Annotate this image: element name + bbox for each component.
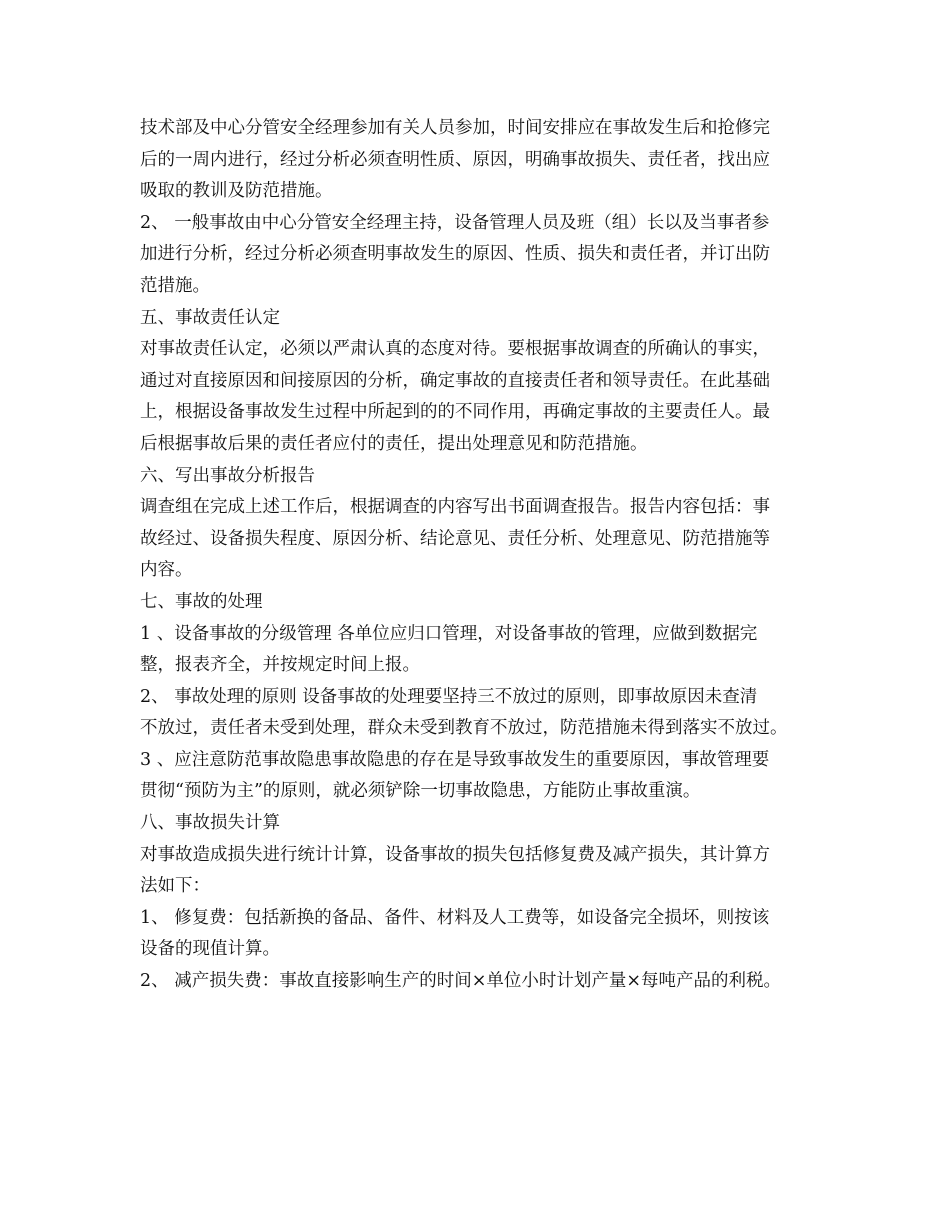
section-heading-8: 八、事故损失计算 (140, 813, 280, 834)
list-item-1: 1、 修复费：包括新换的备品、备件、材料及人工费等，如设备完全损坏，则按该 (140, 907, 770, 928)
text-line: 对事故造成损失进行统计计算，设备事故的损失包括修复费及减产损失，其计算方 (140, 844, 770, 865)
text-line: 贯彻“预防为主”的原则，就必须铲除一切事故隐患，方能防止事故重演。 (140, 781, 701, 802)
list-item-1: 1 、设备事故的分级管理 各单位应归口管理，对设备事故的管理，应做到数据完 (140, 623, 758, 644)
text-line: 加进行分析，经过分析必须查明事故发生的原因、性质、损失和责任者，并订出防 (140, 244, 770, 265)
section-heading-6: 六、写出事故分析报告 (140, 465, 315, 486)
text-line: 范措施。 (140, 275, 210, 296)
text-line: 吸取的教训及防范措施。 (140, 181, 333, 202)
list-item-3: 3 、应注意防范事故隐患事故隐患的存在是导致事故发生的重要原因，事故管理要 (140, 749, 770, 770)
list-item-2: 2、 一般事故由中心分管安全经理主持，设备管理人员及班（组）长以及当事者参 (140, 212, 770, 233)
text-line: 对事故责任认定，必须以严肃认真的态度对待。要根据事故调查的所确认的事实， (140, 339, 770, 360)
text-line: 设备的现值计算。 (140, 939, 280, 960)
text-line: 后根据事故后果的责任者应付的责任，提出处理意见和防范措施。 (140, 433, 648, 454)
list-item-2: 2、 事故处理的原则 设备事故的处理要坚持三不放过的原则，即事故原因未查清 (140, 686, 758, 707)
section-heading-7: 七、事故的处理 (140, 591, 263, 612)
text-line: 内容。 (140, 560, 193, 581)
text-line: 后的一周内进行，经过分析必须查明性质、原因，明确事故损失、责任者，找出应 (140, 149, 770, 170)
text-line: 不放过，责任者未受到处理，群众未受到教育不放过，防范措施未得到落实不放过。 (140, 718, 788, 739)
text-line: 调查组在完成上述工作后，根据调查的内容写出书面调查报告。报告内容包括：事 (140, 497, 770, 518)
text-line: 技术部及中心分管安全经理参加有关人员参加，时间安排应在事故发生后和抢修完 (140, 118, 770, 138)
text-line: 上，根据设备事故发生过程中所起到的的不同作用，再确定事故的主要责任人。最 (140, 402, 770, 423)
list-item-2: 2、 减产损失费：事故直接影响生产的时间×单位小时计划产量×每吨产品的利税。 (140, 971, 782, 992)
text-line: 通过对直接原因和间接原因的分析，确定事故的直接责任者和领导责任。在此基础 (140, 370, 770, 391)
document-body (140, 113, 820, 998)
text-line: 法如下： (140, 876, 210, 897)
text-line: 故经过、设备损失程度、原因分析、结论意见、责任分析、处理意见、防范措施等 (140, 528, 770, 549)
text-line: 整，报表齐全，并按规定时间上报。 (140, 655, 420, 676)
section-heading-5: 五、事故责任认定 (140, 307, 280, 328)
